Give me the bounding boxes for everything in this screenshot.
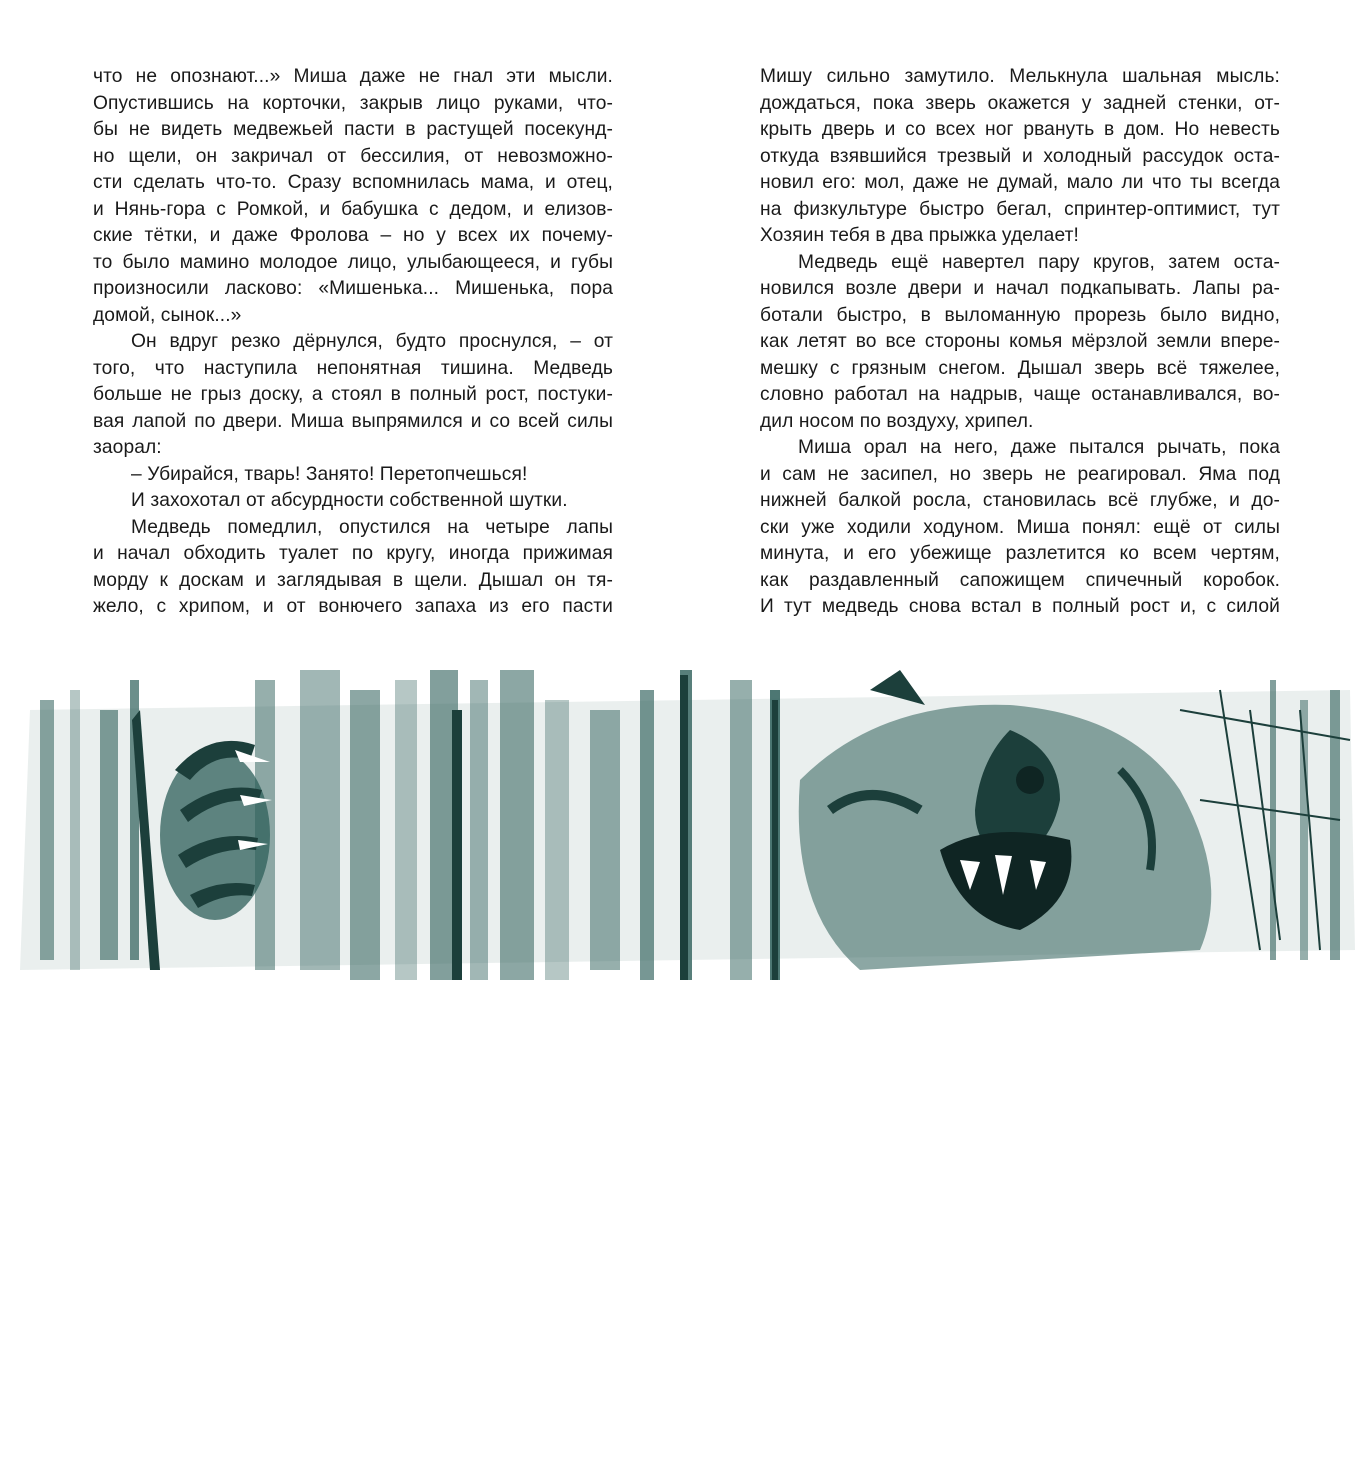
right-line: новился возле двери и начал подкапывать. Лапы ра-	[760, 278, 1280, 299]
right-line: Хозяин тебя в два прыжка уделает!	[760, 225, 1079, 246]
left-line: произносили ласково: «Мишенька... Мишенька, пора	[93, 278, 613, 299]
right-line: нижней балкой росла, становилась всё глубже, и до-	[760, 490, 1280, 511]
right-line: на физкультуре быстро бегал, спринтер-оптимист, тут	[760, 198, 1280, 220]
right-line: ски уже ходили ходуном. Миша понял: ещё от силы	[760, 516, 1280, 538]
left-line: что не опознают...» Миша даже не гнал эти мысли.	[93, 66, 613, 87]
right-line: словно работал на надрыв, чаще останавливался, во-	[760, 384, 1280, 405]
right-line: минута, и его убежище разлетится ко всем чертям,	[760, 543, 1280, 564]
right-page-text	[760, 64, 1280, 621]
left-page-text	[93, 64, 613, 621]
right-line: как раздавленный сапожищем спичечный коробок.	[760, 569, 1280, 591]
left-line: вая лапой по двери. Миша выпрямился и со всей силы	[93, 410, 613, 432]
right-line: Миша орал на него, даже пытался рычать, пока	[798, 437, 1280, 458]
ink-painting	[0, 650, 1370, 992]
right-line: откуда взявшийся трезвый и холодный рассудок оста-	[760, 145, 1280, 167]
right-line: крыть дверь и со всех ног рвануть в дом. Но невесть	[760, 119, 1280, 140]
right-line: дил носом по воздуху, хрипел.	[760, 410, 1034, 432]
left-line: больше не грыз доску, а стоял в полный рост, постуки-	[93, 384, 613, 405]
left-line: заорал:	[93, 437, 162, 458]
right-line: как летят во все стороны комья мёрзлой земли впере-	[760, 331, 1280, 352]
left-line: ские тётки, и даже Фролова – но у всех их почему-	[93, 225, 613, 246]
right-line: Мишу сильно замутило. Мелькнула шальная мысль:	[760, 66, 1280, 87]
left-line: и Нянь-гора с Ромкой, и бабушка с дедом, и елизов-	[93, 198, 613, 220]
left-line: то было мамино молодое лицо, улыбающееся, и губы	[93, 251, 613, 273]
left-line: и начал обходить туалет по кругу, иногда прижимая	[93, 543, 613, 564]
left-line: бы не видеть медвежьей пасти в растущей посекунд-	[93, 119, 613, 140]
left-line: Опустившись на корточки, закрыв лицо руками, что-	[93, 92, 613, 114]
right-line: новил его: мол, даже не думай, мало ли что ты всегда	[760, 172, 1280, 193]
left-line: Медведь помедлил, опустился на четыре лапы	[131, 516, 613, 538]
right-line: и сам не засипел, но зверь не реагировал. Яма под	[760, 463, 1280, 485]
left-line: И захохотал от абсурдности собственной шутки.	[131, 490, 568, 511]
right-line: И тут медведь снова встал в полный рост и, с силой	[760, 596, 1280, 617]
left-line: – Убирайся, тварь! Занято! Перетопчешься!	[131, 463, 528, 485]
illustration-bear-attack	[0, 650, 1370, 1462]
left-line: но щели, он закричал от бессилия, от невозможно-	[93, 145, 613, 167]
left-line: домой, сынок...»	[93, 304, 242, 326]
left-line: морду к доскам и заглядывая в щели. Дышал он тя-	[93, 569, 613, 591]
right-line: мешку с грязным снегом. Дышал зверь всё тяжелее,	[760, 357, 1280, 379]
speech-text: Убирайся, тварь! Занято!..	[368, 1445, 541, 1462]
right-line: ботали быстро, в выломанную прорезь было видно,	[760, 304, 1280, 326]
left-line: жело, с хрипом, и от вонючего запаха из его пасти	[93, 596, 613, 617]
left-line: того, что наступила непонятная тишина. Медведь	[93, 357, 613, 379]
left-line: сти сделать что-то. Сразу вспомнилась мама, и отец,	[93, 172, 613, 193]
right-line: дождаться, пока зверь окажется у задней стенки, от-	[760, 92, 1280, 114]
right-line: Медведь ещё навертел пару кругов, затем оста-	[798, 251, 1280, 273]
left-line: Он вдруг резко дёрнулся, будто проснулся, – от	[131, 331, 613, 352]
